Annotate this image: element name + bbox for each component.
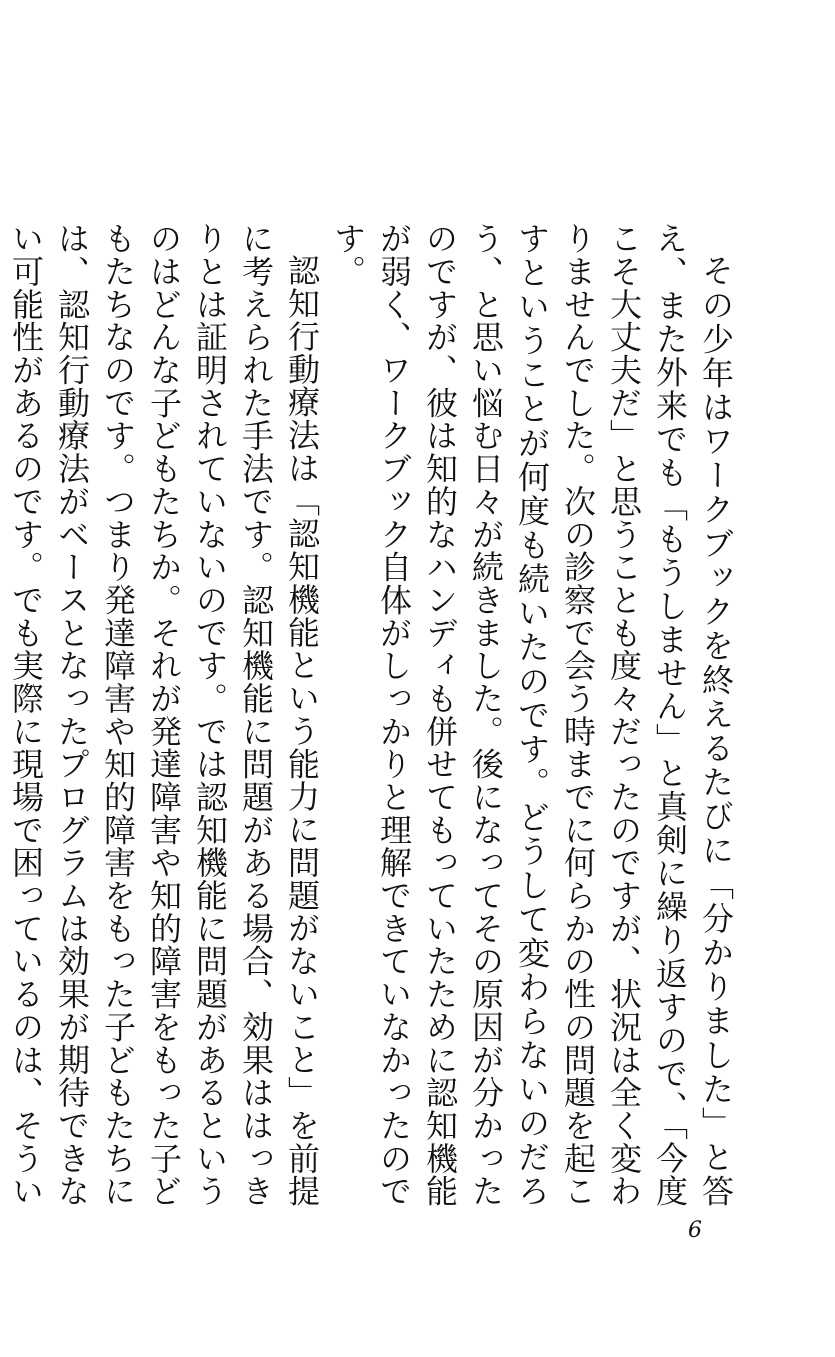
paragraph-1: その少年はワークブックを終えるたびに「分かりました」と答え、また外来でも「もうしません」と真剣に繰り返すので、「今度こそ大丈夫だ」と思うことも度々だったのですが、状況は全く変わりませんでした。次の診察で会う時までに何らかの性の問題を起こすということが何度も続いたのです。どうして変わらないのだろう、と思い悩む日々が続きました。後になってその原因が分かったのですが、彼は知的なハンディも併せてもっていたために認知機能が弱く、ワークブック自体がしっかりと理解できていなかったのです。: [329, 222, 735, 1208]
page-number: 6: [688, 1218, 702, 1243]
vertical-text-body: [0, 222, 739, 1207]
paragraph-2: 認知行動療法は「認知機能という能力に問題がないこと」を前提に考えられた手法です。認知機能に問題がある場合、効果ははっきりとは証明されていないのです。では認知機能に問題があるというのはどんな子どもたちか。それが発達障害や知的障害をもった子どもたちなのです。つまり発達障害や知的障害をもった子どもたちには、認知行動療法がベースとなったプログラムは効果が期待できない可能性があるのです。でも実際に現場で困っているのは、そうい: [7, 222, 321, 1208]
